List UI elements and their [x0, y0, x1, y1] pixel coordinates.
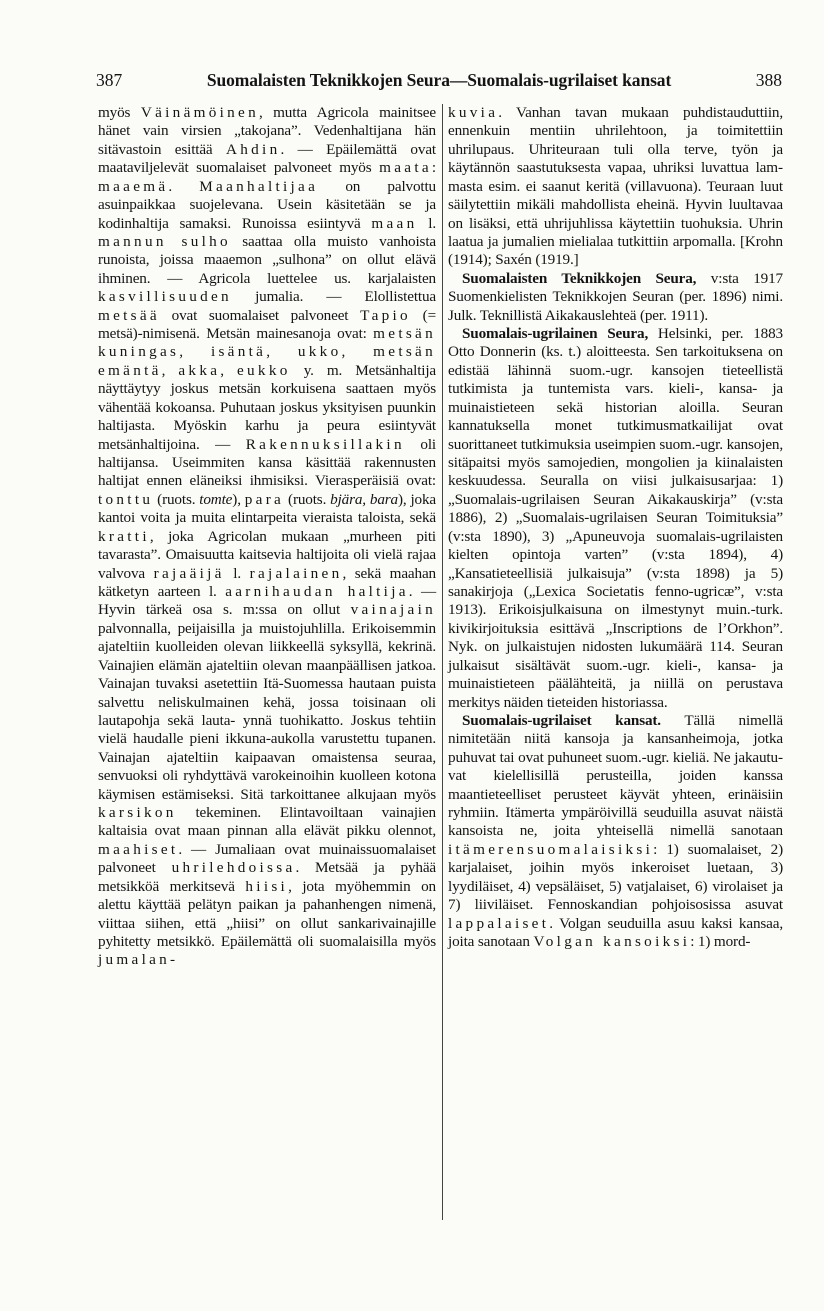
- page-number-left: 387: [96, 70, 123, 90]
- page-number-right: 388: [755, 70, 782, 90]
- entry-headword: Suomalais-ugrilainen Seura,: [462, 325, 649, 343]
- entry-headword: Suomalaisten Teknikkojen Seura,: [462, 269, 697, 287]
- entry-headword: Suomalais-ugrilaiset kansat.: [462, 711, 661, 729]
- paragraph-mythology: myös Väinämöinen, mutta Agricola mainitsee hänet vain virsien „takojana”. Vedenhaltijana hän sitävastoin esittää Ahdin. — Epäilemättä ovat maataviljelevät suomalaiset palvoneet myös maata: maaemä. Maanhaltijaa on palvottu asuinpaikkaa suojelevana. Usein käsitetään se ja kodinhaltija samaksi. Runoissa esiintyvä maan l. mannun sulho saattaa olla muisto vanhoista runoista, joissa maaemon „sulhona” on ollut elävä ihminen. — Agricola luettelee us. karjalaisten kasvillisuuden jumalia. — Elollistettua metsää ovat suomalaiset palvoneet Tapio (= metsä)-nimisenä. Metsän mainesanoja ovat: metsän kuningas, isäntä, ukko, metsän emäntä, akka, eukko y. m. Metsänhaltija näyttäytyy joskus metsän korkuisena saattaen myös vähentää kokoansa. Puhutaan joskus yksityisen puunkin haltijasta. Myöskin karhu ja peura esiintyvät metsänhaltijoina. — Rakennuksillakin oli haltijansa. Useimmiten kansa käsittää rakennusten haltijat ennen eläneiksi ihmisiksi. Vierasperäisiä ovat: tonttu (ruots. tomte), para (ruots. bjära, bara), joka kantoi voita ja muita elintarpeita vieraista taloista, sekä kratti, joka Agricolan mukaan „murheen piti tavarasta”. Omaisuutta kaitsevia haltijoita oli vielä rajaa valvova rajaäijä l. rajalainen, sekä maahan kätketyn aarteen l. aarnihaudan haltija. — Hyvin tärkeä osa s. m:ssa on ollut vainajain palvonnalla, peijaisilla ja muistojuhlilla. Erikoisemmin ajateltiin kuolleiden olevan liikkeellä syksyllä, kekrinä. Vainajien elämän ajateltiin olevan maanpäällisen jatkoa. Vainajan tuvaksi asetettiin Itä-Suomessa hautaan puista salvettu neliskulmainen kehä, jossa toisinaan oli lautapohja sekä lauta- ynnä tuohikatto. Joskus tehtiin vielä haudalle pieni ikkuna-aukolla varustettu tupanen. Vainajan ajateltiin kaipaavan omaistensa seuraa, senvuoksi oli ryhdyttävä varokeinoihin kuolleen kotona käymisen estämiseksi. Sitä tarkoittanee alkujaan myös karsikon tekeminen. Elintavoiltaan vainajien kaltaisia ovat maan pinnan alla elävät pikku olennot, maahiset. — Jumaliaan ovat muinaissuomalaiset palvoneet uhrilehdoissa. Metsää ja pyhää metsikköä merkitsevä hiisi, jota myöhemmin on alettu käyttää pelätyn paikan ja pahanhengen nimenä, viittaa siihen, että „hiisi” on ollut sankarivainajille pyhitetty metsikkö. Epäilemättä oli suomalaisilla myös jumalan-: [98, 104, 437, 969]
- entry-suomalaisten-teknikkojen-seura: Suomalaisten Teknikkojen Seura, v:sta 1917 Suomenkielisten Teknikkojen Seuran (per. 1896) nimi. Julk. Teknillistä Aikakauslehteä (per. 1911).: [448, 269, 783, 324]
- left-column: [98, 104, 436, 970]
- running-header: [96, 70, 782, 96]
- entry-suomalais-ugrilaiset-kansat: Suomalais-ugrilaiset kansat. Tällä nimellä nimitetään niitä kansoja ja kansanheimoja, jotka puhuvat tai ovat puhuneet suom.-ugr. kieliä. Ne jakautuvat kielellisillä perusteilla, joiden kanssa maantieteelliset perusteet käyvät yhteen, erinäisiin ryhmiin. Itämerta ympäröivillä seuduilla asuvat näistä kansoista ne, joita yhteisellä nimellä sanotaan itämerensuomalaisiksi: 1) suomalaiset, 2) karjalaiset, joihin myös inkeroiset luetaan, 3) lyydiläiset, 4) vepsäläiset, 5) vatjalaiset, 6) virolaiset ja 7) liiviläiset. Fennoskandian pohjoisosissa asuvat lappalaiset. Volgan seuduilla asuu kaksi kansaa, joita sanotaan Volgan kansoiksi: 1) mord-: [448, 711, 784, 950]
- entry-suomalais-ugrilainen-seura: Suomalais-ugrilainen Seura, Helsinki, per. 1883 Otto Donnerin (ks. t.) aloitteesta. Sen tarkoituksena on edistää lähinnä suom.-ugr. kansojen tieteellistä tutkimista ja tuntemista vars. kieli-, kansa- ja muinaistieteen sekä historian aloilla. Seuran kannatuksella monet tutkimusmatkailijat ovat suorittaneet tutkimuksia useimpien suom.-ugr. kansojen, sitäpaitsi myös samojedien, mongolien ja kiinalaisten keskuudessa. Seuralla on viisi julkaisusarjaa: 1) „Suomalais-ugrilaisen Seuran Aikakauskirja” (v:sta 1886), 2) „Suomalais-ugrilaisen Seuran Toimituksia” (v:sta 1890), 3) „Apuneuvoja suomalais-ugrilaisten kielten opintoja varten” (v:sta 1894), 4) „Kansatieteellisiä julkaisuja” (v:sta 1898) ja 5) sanakirjoja („Lexica Societatis fenno-ugricæ”, v:sta 1913). Erikoisjulkaisuna on ilmestynyt muin.-turk. kivikirjoituksia esittävä „Inscriptions de l’Orkhon”. Nyk. on julkaistujen nidosten lukumäärä 114. Seuran julkaisut sisältävät suom.-ugr. kieli-, kansa- ja muinaistieteen päälähteitä, ja niillä on perustava merkitys näiden tieteiden historiassa.: [448, 325, 783, 711]
- running-title: Suomalaisten Teknikkojen Seura—Suomalais-ugrilaiset kansat: [206, 70, 672, 90]
- right-column: [448, 104, 783, 951]
- column-divider: [442, 104, 443, 1220]
- paragraph-continuation: kuvia. Vanhan tavan mukaan puhdistauduttiin, ennenkuin mentiin uhrilehtoon, ja toimitettiin uhrilupaus. Uhriteuraan tuli olla terve, työn ja käytännön saastutuksesta vapaa, uhriksi luvattua lammasta esim. ei saanut keritä (villavuona). Teuraan luut säilytettiin mikäli mahdollista eheinä. Hyvin luultavaa on lisäksi, että uhrijuhlissa käytettiin tuohuksia. Uhrin laatua ja jumalien mielialaa tutkittiin arpomalla. [Krohn (1914); Saxén (1919.]: [448, 104, 783, 269]
